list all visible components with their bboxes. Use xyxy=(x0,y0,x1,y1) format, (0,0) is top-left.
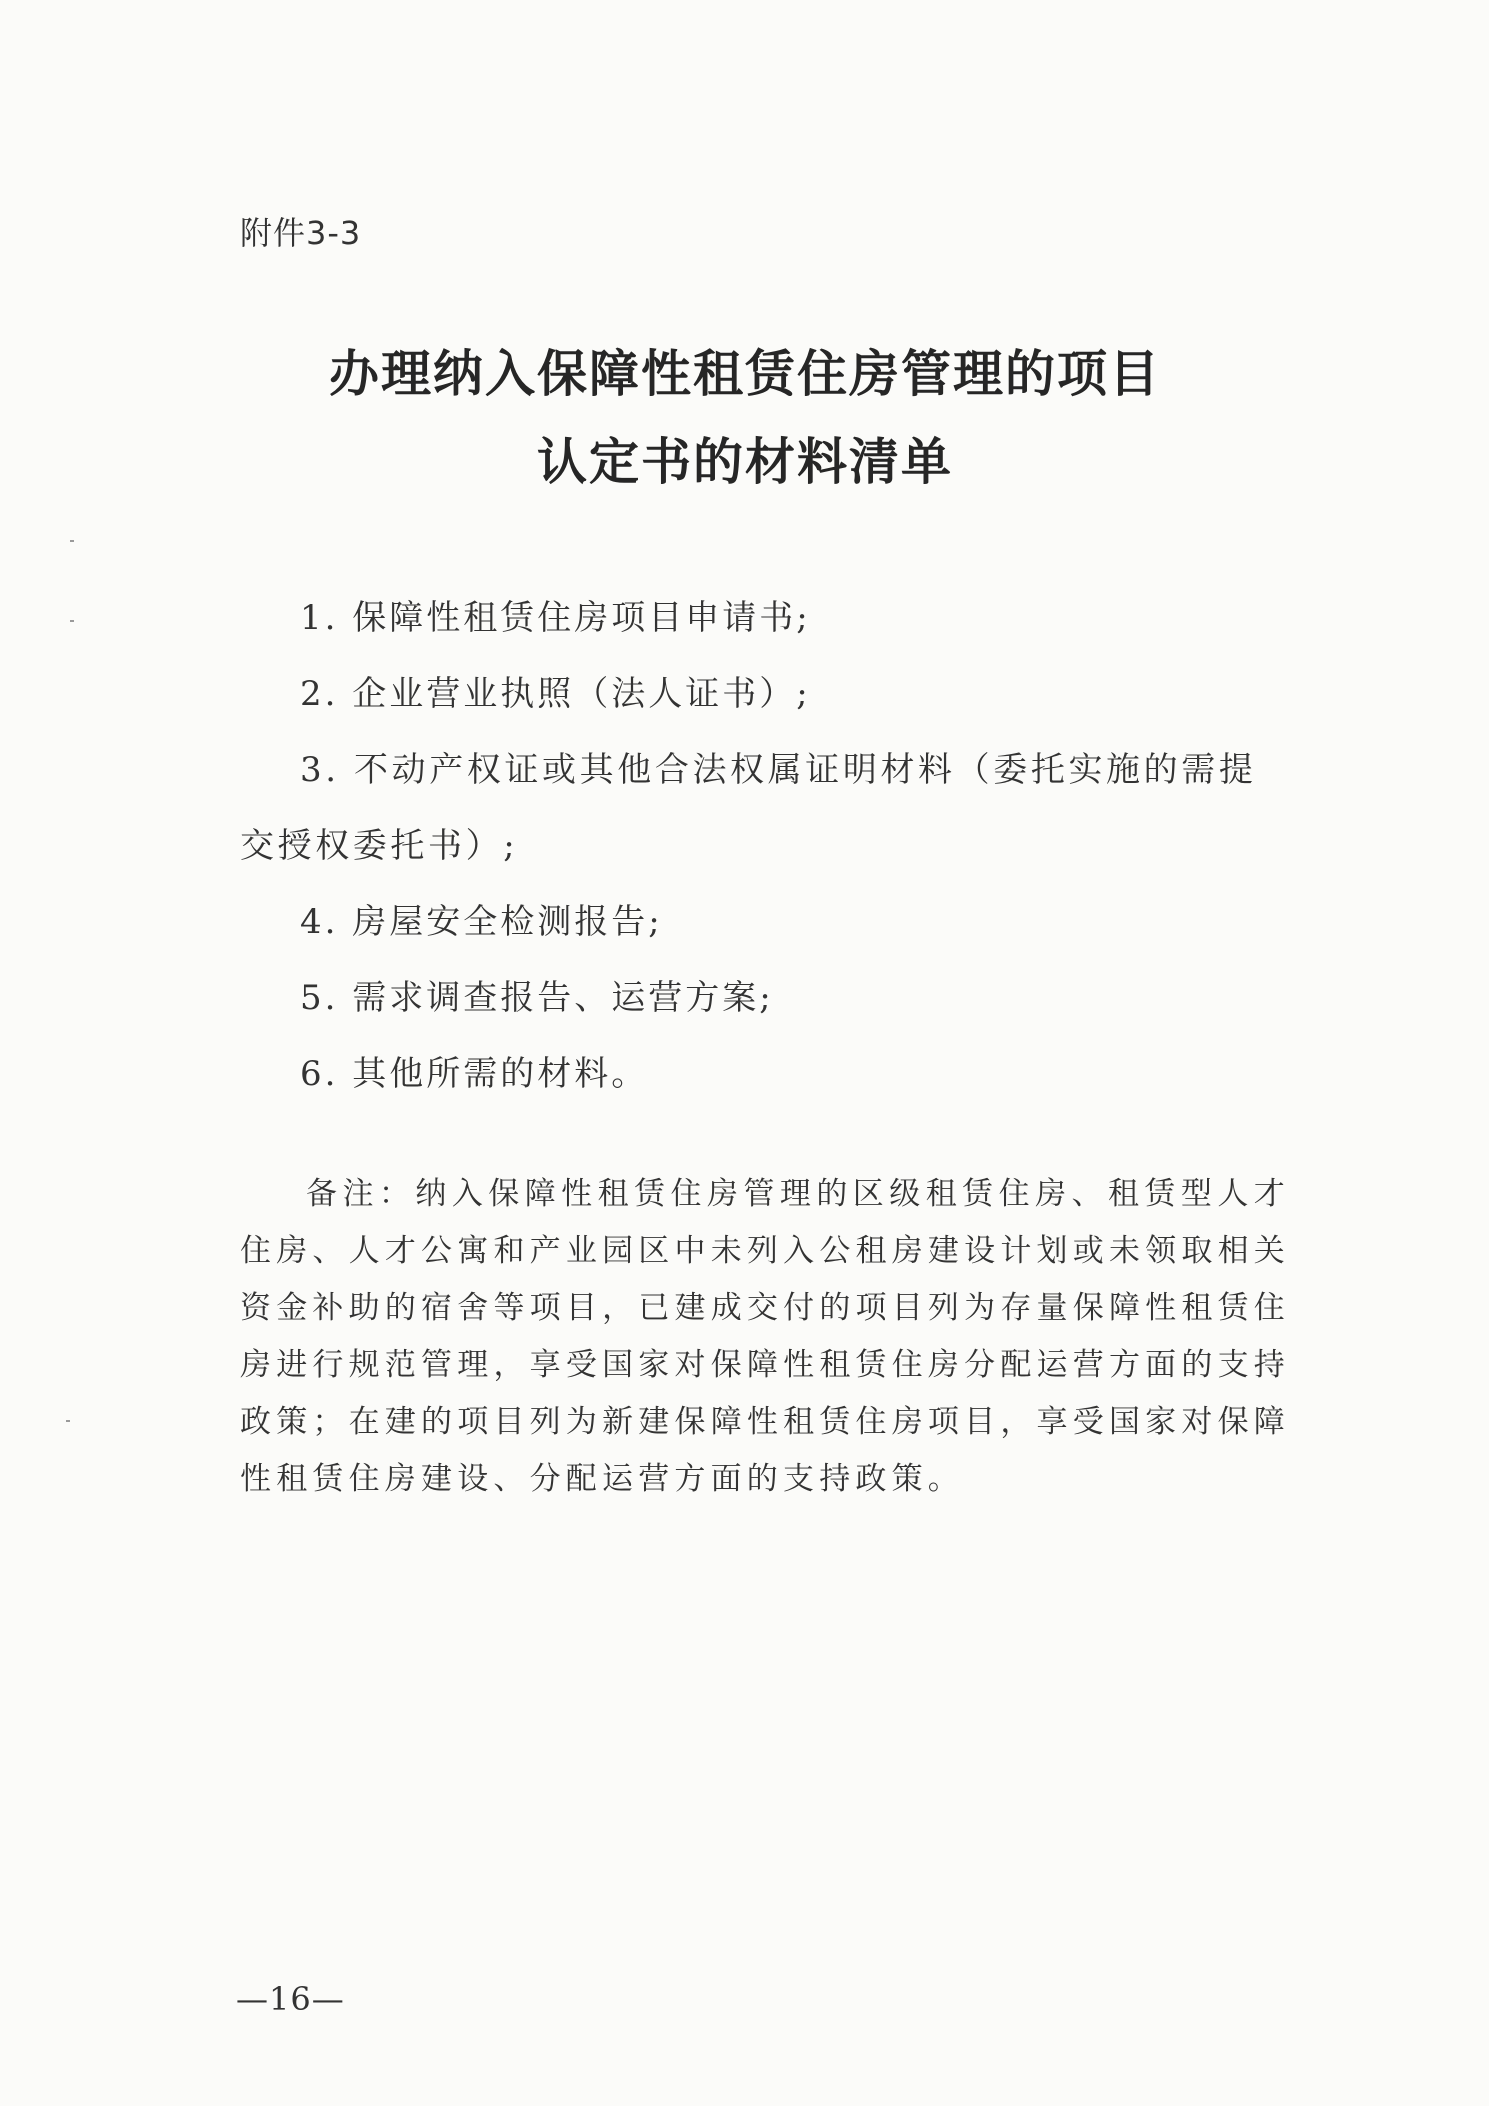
title-line-2: 认定书的材料清单 xyxy=(537,433,953,491)
scan-speck xyxy=(70,620,74,622)
list-item: 5. 需求调查报告、运营方案; xyxy=(300,978,774,1018)
document-title xyxy=(200,330,1290,506)
list-item: 1. 保障性租赁住房项目申请书; xyxy=(300,598,811,638)
scan-speck xyxy=(70,540,74,542)
materials-list xyxy=(240,580,1290,1112)
list-item: 2. 企业营业执照（法人证书）; xyxy=(300,674,811,714)
title-line-1: 办理纳入保障性租赁住房管理的项目 xyxy=(329,345,1161,403)
list-item: 6. 其他所需的材料。 xyxy=(300,1054,649,1094)
page-number: —16— xyxy=(236,1980,345,2018)
list-item: 4. 房屋安全检测报告; xyxy=(300,902,663,942)
remarks-paragraph: 备注：纳入保障性租赁住房管理的区级租赁住房、租赁型人才住房、人才公寓和产业园区中未列入公租房建设计划或未领取相关资金补助的宿舍等项目，已建成交付的项目列为存量保障性租赁住房进行规范管理，享受国家对保障性租赁住房分配运营方面的支持政策；在建的项目列为新建保障性租赁住房项目，享受国家对保障性租赁住房建设、分配运营方面的支持政策。 xyxy=(240,1176,1290,1497)
scan-speck xyxy=(66,1420,70,1422)
list-item: 3. 不动产权证或其他合法权属证明材料（委托实施的需提交授权委托书）; xyxy=(240,750,1257,866)
attachment-label: 附件3-3 xyxy=(240,214,362,252)
